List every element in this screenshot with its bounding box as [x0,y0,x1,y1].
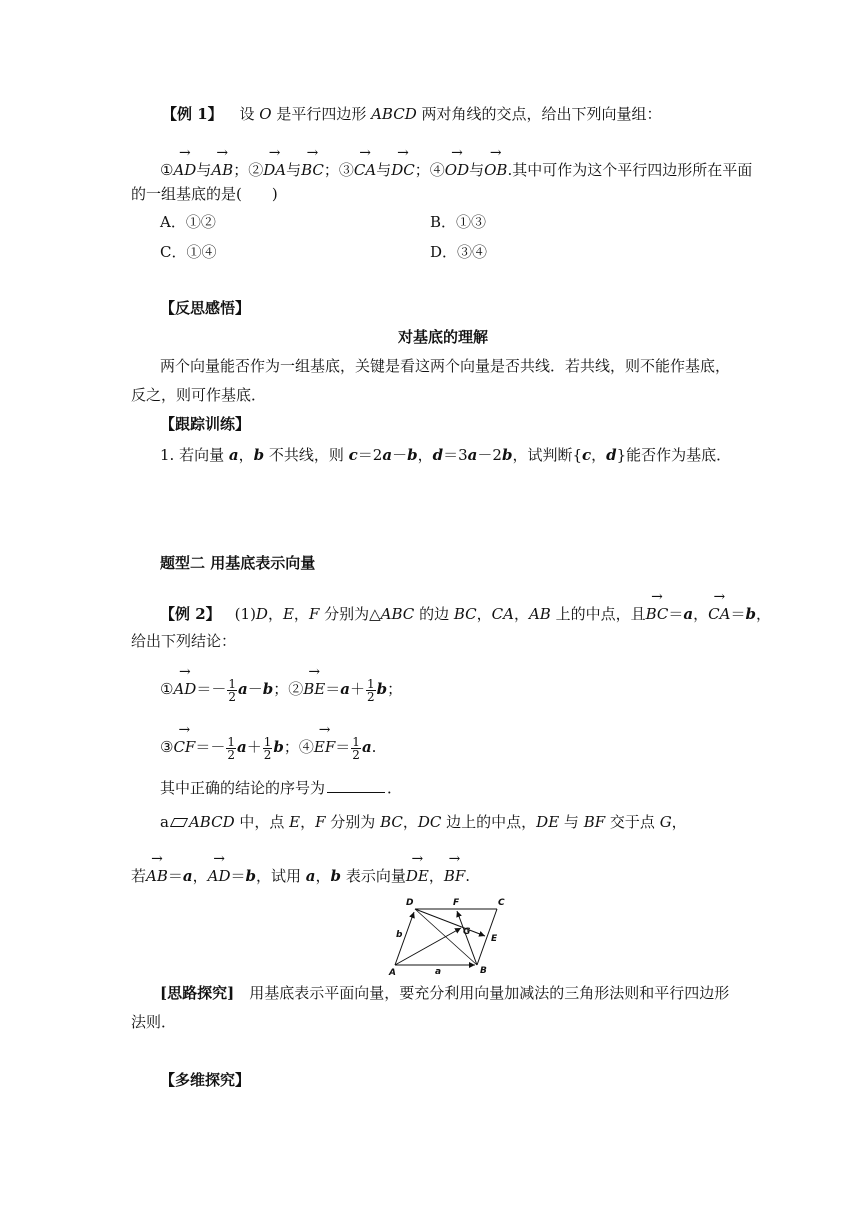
vector-OD: → OD [445,160,469,180]
fraction: $\frac{1}{2}$ [352,734,360,762]
fraction: $\frac{1}{2}$ [367,676,375,704]
example1-label: 【例 1】 [162,105,223,123]
example2-ask: 其中正确的结论的序号为 ． [160,779,403,797]
label-F: F [453,898,460,908]
thinking-line2: 法则． [131,1013,177,1031]
practice-heading: 【跟踪训练】 [160,415,251,433]
option-a: A．①② [160,213,216,231]
example2-line1: 【例 2】 (1)D，E，F 分别为△ABC 的边 BC，CA，AB 上的中点，且→ BC＝a，→ CA＝b， [160,604,771,624]
reflection-subtitle: 对基底的理解 [398,328,489,346]
option-c: C．①④ [160,243,217,261]
reflection-line1: 两个向量能否作为一组基底，关键是看这两个向量是否共线．若共线，则不能作基底， [160,357,731,375]
label-E: E [491,934,498,944]
label-B: B [480,966,487,976]
vector-OB: → OB [484,160,507,180]
example2-label: 【例 2】 [160,605,221,623]
vector-CA-given: → CA [708,604,730,624]
label-D: D [406,898,414,908]
multi-heading: 【多维探究】 [160,1071,251,1089]
thinking-label: [思路探究] [160,984,235,1002]
label-a: a [435,967,442,977]
label-G: G [463,927,471,937]
option-d: D．③④ [430,243,488,261]
practice-question: 1. 若向量 a，b 不共线，则 c＝2a－b，d＝3a－2b，试判断{c，d}能否作为基底． [160,446,732,464]
label-A: A [389,968,396,977]
option-b: B．①③ [430,213,487,231]
fraction: $\frac{1}{2}$ [263,734,272,762]
example2-line2: 给出下列结论： [131,632,237,650]
conclusion-row1: ①→ AD＝－ $\frac{1}{2}$ a－b；②→ BE＝a＋ $\frac{1}{2}$ b； [160,676,402,703]
vector-DC: → DC [391,160,415,180]
thinking-line1: [思路探究] 用基底表示平面向量，要充分利用向量加减法的三角形法则和平行四边形 [160,984,730,1002]
conclusion-row2: ③→ CF＝－ $\frac{1}{2}$ a＋ $\frac{1}{2}$ b；④→ EF＝ $\frac{1}{2}$ a. [160,734,376,761]
type2-heading: 题型二 用基底表示向量 [160,554,316,572]
segment-DB [415,909,477,965]
vector-CA: → CA [354,160,376,180]
example1-line3: 的一组基底的是( ) [131,185,278,203]
parallelogram-icon [170,818,188,827]
vector-DA: → DA [263,160,286,180]
segment-DE [415,909,485,936]
segment-AG [395,928,461,965]
fraction: $\frac{1}{2}$ [228,676,236,704]
reflection-line2: 反之，则可作基底． [131,386,267,404]
vector-AB: → AB [211,160,233,180]
answer-blank [327,792,385,793]
vector-BC: → BC [301,160,324,180]
vector-AD: → AD [173,160,196,180]
example2-q2-line1: a ABCD 中，点 E，F 分别为 BC，DC 边上的中点，DE 与 BF 交于点 G， [160,813,687,831]
example1-line1: 【例 1】 设 O 是平行四边形 ABCD 两对角线的交点，给出下列向量组： [162,105,662,123]
label-b: b [396,930,403,940]
label-C: C [498,898,505,908]
parallelogram-figure [385,893,515,977]
vector-BC-given: → BC [646,604,669,624]
fraction: $\frac{1}{2}$ [227,734,235,762]
example2-q2-line2: 若→ AB＝a，→ AD＝b，试用 a，b 表示向量→ DE，→ BF. [131,866,470,886]
example1-vector-pairs: ①→ AD与→ AB；②→ DA与→ BC；③→ CA与→ DC；④→ OD与→ OB.其中可作为这个平行四边形所在平面 [160,160,752,180]
reflection-heading: 【反思感悟】 [160,299,251,317]
segment-BF [457,911,477,965]
